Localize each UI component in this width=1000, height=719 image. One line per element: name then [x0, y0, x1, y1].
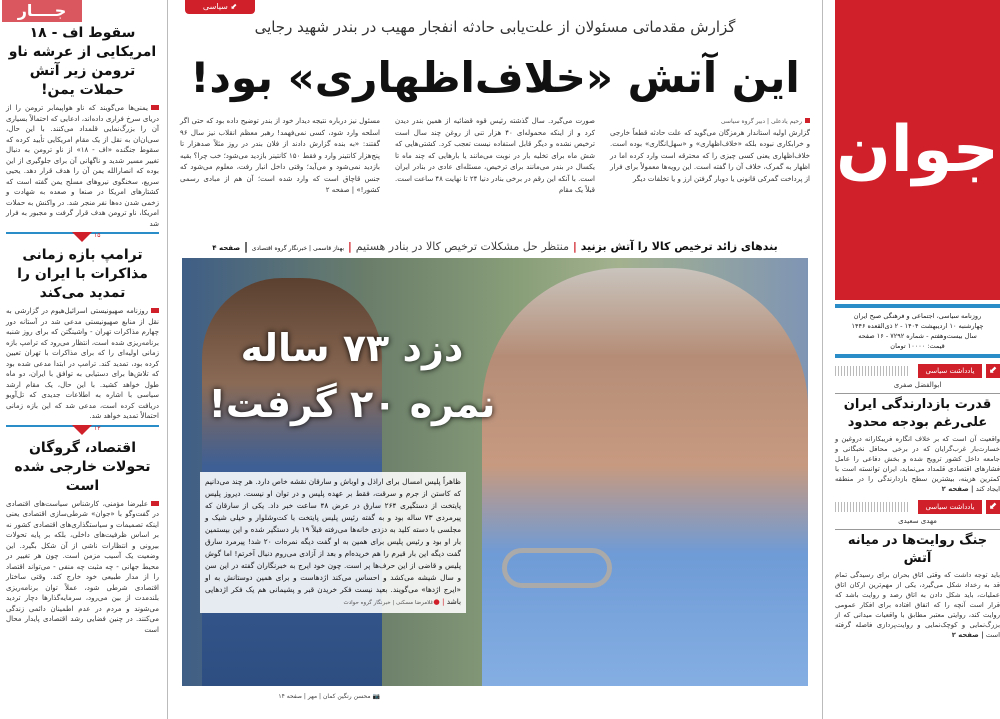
page-number: ۱۳ — [94, 424, 101, 432]
subhead-light: منتظر حل مشکلات ترخیص کالا در بنادر هستیم — [355, 240, 569, 253]
main-headline[interactable]: این آتش «خلاف‌اظهاری» بود! — [190, 53, 800, 102]
left-news-column — [0, 0, 165, 719]
bullet-icon — [151, 308, 159, 313]
photo-credit: 📷 محسن رنگین کمان | مهر | صفحه ۱۴ — [278, 693, 380, 700]
section-tag: ⬋ سیاسی — [185, 0, 255, 14]
bullet-icon — [151, 105, 159, 110]
note-body-text: باید توجه داشت که وقتی اتاق بحران برای رسیدگی تمام قد به رخداد شکل می‌گیرد، یکی از مهم‌ترین ارکان اتاق عملیات، باید شکل دادن به اتاق رصد و روایت باشد که قرار است آنچه را که اتفاق افتاده برای افکار عمومی روایت کند، روایتی معتبر مطابق با واقعیات میدانی که از بزرگ‌نمایی و کوچک‌نمایی و روایت‌پردازی فاصله گرفته است — [835, 571, 1000, 639]
subheadline[interactable]: بندهای زائد ترخیص کالا را آتش بزنید | منتظر حل مشکلات ترخیص کالا در بنادر هستیم | بهناز قاسمی | خبرنگار گروه اقتصادی | صفحه ۴ — [212, 240, 778, 253]
handcuffs — [502, 548, 612, 588]
accent-line — [835, 354, 1000, 358]
stripes — [835, 502, 910, 512]
story-body: روزنامه صهیونیستی اسرائیل‌هیوم در گزارشی به نقل از منابع صهیونیستی مدعی شد در آستانه دور چهارم مذاکرات تهران - واشینگتن که برای روز شنبه برنامه‌ریزی شده است، انتظار می‌رود که ترامپ بازه زمانی اولیه‌ای را که برای مذاکرات با تهران تعیین کرده بود، تمدید کند. ترامپ در ابتدا مدعی شده بود که تلاش‌ها برای دستیابی به توافق با ایران، دو ماه طول خواهد کشید. با این حال، یک مقام ارشد سیاسی با اشاره به اطلاعات جدیدی که تل‌آویو دریافت کرده است، مدعی شد که این بازه زمانی احتمالاً تمدید خواهد شد. — [6, 307, 159, 420]
note-author: مهدی سعیدی — [835, 514, 1000, 530]
left-story-2[interactable] — [6, 246, 159, 422]
arrow-icon: ⬋ — [986, 364, 1000, 378]
byline: غلامرضا مسکنی | خبرنگار گروه حوادث — [343, 600, 434, 606]
stamp-logo: جــــار — [2, 0, 82, 22]
note-tag: یادداشت سیاسی — [918, 364, 982, 378]
note-body: باید توجه داشت که وقتی اتاق بحران برای رسیدگی تمام قد به رخداد شکل می‌گیرد، یکی از مهم‌ترین ارکان اتاق عملیات، باید شکل دادن به اتاق رصد و روایت باشد که قرار است آنچه را که اتفاق افتاده برای افکار عمومی روایت کند، روایتی معتبر مطابق با واقعیات میدانی که از بزرگ‌نمایی و کوچک‌نمایی و روایت‌پردازی فاصله گرفته است | صفحه ۲ — [835, 571, 1000, 639]
section-tag-label: سیاسی — [202, 2, 228, 11]
story-title: اقتصاد، گروگان تحولات خارجی شده است — [14, 439, 151, 494]
lead-column-1 — [610, 116, 810, 185]
info-line: چهارشنبه ۱۰ اردیبهشت ۱۴۰۴ - ۲ ذی‌القعده ۱۴۴۶ — [851, 322, 984, 330]
note-tag: یادداشت سیاسی — [918, 500, 982, 514]
photo-story-body: ظاهراً پلیس امسال برای اراذل و اوباش و سارقان نقشه خاص دارد. هر چند می‌دانیم که کاستن از جرم و سرقت، فقط بر عهده پلیس و در توان او نیست. دیروز پلیس پایتخت از دستگیری ۲۶۴ سارق در عرض ۴۸ ساعت خبر داد. یکی از سارقان که پیرمردی ۷۳ ساله بود و به گفته رئیس پلیس پایتخت با کت‌وشلوار و خیلی شیک و مجلسی با دسته کلید به دزدی خانه‌ها می‌رفته قبلاً ۱۹ بار دستگیر شده و این بیستمین بار او بود و رئیس پلیس برای همین به او گفت دیگه نمره‌ات ۲۰ شد! پیرمرد سارق گفت دیگه این بار قبرم را هم خریده‌ام و بعد از آزادی می‌روم دنبال آخرتم! اما گوش پلیس و قاضی از این حرف‌ها پر است. چون خود ایرج به خبرنگاران گفته در این سن و سال شیشه می‌کشد و احساس می‌کند اژدهاست و برای همین دوستانش به او «ایرج اژدها» می‌گویند. بعید نیست فکر خریدن قبر و پشیمانی هم یک فکر اژدهایی باشد — [205, 477, 462, 606]
arrow-icon: ⬋ — [986, 500, 1000, 514]
masthead-logo: جوان — [835, 0, 1000, 300]
left-story-1[interactable] — [6, 24, 159, 229]
page-number: ۱۵ — [94, 232, 101, 239]
page-ref: صفحه ۴ — [212, 244, 241, 252]
column-text: گزارش اولیه استاندار هرمزگان می‌گوید که علت حادثه قطعاً خارجی و خرابکاری نبوده بلکه «خلاف‌اظهاری» و «سهل‌انگاری» بوده است. خلاف‌اظهاری یعنی کسی چیزی را که محترقه است وارد کرده اما در اظهار به گمرک، خلاف آن را گفته است. این رویه‌ها معمولاً برای فرار از پرداخت گمرکی قانونی یا دوبار گرفتن ارز و یا تخلفات دیگر — [610, 128, 810, 183]
photo-suspect — [482, 268, 808, 686]
photo-headline — [192, 320, 512, 432]
subhead-bold: بندهای زائد ترخیص کالا را آتش بزنید — [580, 240, 778, 253]
info-line: قیمت: ۱۰۰۰۰ تومان — [890, 342, 945, 350]
note-header — [835, 500, 1000, 514]
divider — [6, 425, 159, 439]
page-marker — [72, 425, 92, 435]
info-line: سال بیست‌وهفتم - شماره ۷۲۹۲ - ۱۶ صفحه — [858, 332, 977, 340]
column-rule — [822, 0, 823, 719]
note-author: ابوالفضل صفری — [835, 378, 1000, 394]
subhead-byline: بهناز قاسمی | خبرنگار گروه اقتصادی — [251, 245, 345, 252]
stripes — [835, 366, 910, 376]
lead-column-2: صورت می‌گیرد. سال گذشته رئیس قوه قضائیه از همین بندر دیدن کرد و از اینکه محموله‌ای ۴۰ هزار تنی از روغن چند سال است ترخیص نشده و دیگر قابل استفاده نیست تعجب کرد. کشتی‌هایی که شش ماه برای تخلیه بار در نوبت می‌مانند یا بارهایی که چند ماه تا یکسال در بندر می‌مانند برای ترخیص، مسئله‌ای عادی در بنادر ایران است. با آنکه این رقم در برخی بنادر دنیا ۲۴ تا نهایت ۴۸ ساعت است. قبلاً یک مقام — [395, 117, 595, 194]
story-title: ترامپ بازه زمانی مذاکرات با ایران را تمدید می‌کند — [17, 247, 148, 301]
byline-text: رحیم یادعلی | دبیر گروه سیاسی — [720, 118, 802, 125]
bullet-icon — [151, 501, 159, 506]
masthead-info — [835, 308, 1000, 354]
left-story-3[interactable] — [6, 439, 159, 636]
note-title[interactable]: قدرت بازدارندگی ایران علی‌رغم بودجه محدود — [843, 397, 992, 430]
lead-column-3: مسئول نیز درباره نتیجه دیدار خود از بندر توضیح داده بود که حتی اگر اسلحه وارد شود، کسی نمی‌فهمد! رهبر معظم انقلاب نیز سال ۹۶ گفتند: «به بنده گزارش دادند از فلان بندر در روز مثلاً صدهزار تا پنج‌هزار کانتینر وارد و فقط ۱۵۰ کانتینر بازدید می‌شود؛ خب چرا؟ بقیه بازدید نمی‌شود و می‌آید؛ وقتی داخل انبار رفت، معلوم می‌شود که جنس قاچاق است که وارد شده است؛ آن هم از مبادی رسمی کشور!» | صفحه ۲ — [180, 117, 380, 194]
story-title: سقوط اف - ۱۸ امریکایی از عرشه ناو ترومن زیر آتش حملات یمن! — [8, 25, 157, 98]
right-column — [835, 304, 1000, 640]
photo-text-box: ظاهراً پلیس امسال برای اراذل و اوباش و سارقان نقشه خاص دارد. هر چند می‌دانیم که کاستن از جرم و سرقت، فقط بر عهده پلیس و در توان او نیست. دیروز پلیس پایتخت از دستگیری ۲۶۴ سارق در عرض ۴۸ ساعت خبر داد. یکی از سارقان که پیرمردی ۷۳ ساله بود و به گفته رئیس پلیس پایتخت با کت‌وشلوار و خیلی شیک و مجلسی با دسته کلید به دزدی خانه‌ها می‌رفته قبلاً ۱۹ بار دستگیر شده و این بیستمین بار او بود و رئیس پلیس برای همین به او گفت دیگه نمره‌ات ۲۰ شد! پیرمرد سارق گفت دیگه این بار قبرم را هم خریده‌ام و بعد از آزادی می‌روم دنبال آخرتم! اما گوش پلیس و قاضی از این حرف‌ها پر است. چون خود ایرج به خبرنگاران گفته در این سن و سال شیشه می‌کشد و احساس می‌کند اژدهاست و برای همین دوستانش به او «ایرج اژدها» می‌گویند. بعید نیست فکر خریدن قبر و پشیمانی هم یک فکر اژدهایی باشد | ●غلامرضا مسکنی | خبرنگار گروه حوادث — [200, 472, 466, 613]
photo-title-line: دزد ۷۳ ساله — [240, 326, 464, 370]
kicker: گزارش مقدماتی مسئولان از علت‌یابی حادثه انفجار مهیب در بندر شهید رجایی — [254, 18, 736, 36]
note-body-text: واقعیت آن است که بر خلاف انگاره فریبکارانه دروغین و خسارت‌بار غرب‌گرایان که در برخی محافل نخبگانی و جامعه داخل کشور ترویج شده و بخش دفاعی را عامل فشارهای اقتصادی قلمداد می‌نماید، ایران توانسته است با کمترین هزینه، بیشترین سطح بازدارندگی را در منطقه ایجاد کند — [835, 435, 1000, 493]
column-rule — [167, 0, 168, 719]
photo-credit-text: محسن رنگین کمان | مهر | صفحه ۱۴ — [278, 693, 371, 700]
page-ref: صفحه ۲ — [951, 631, 979, 639]
story-body: یمنی‌ها می‌گویند که ناو هواپیمابر ترومن را از دریای سرخ فراری داده‌اند، ادعایی که احتمالاً بسیاری آن را بزرگ‌نمایی قلمداد می‌کنند. با این حال، سی‌ان‌ان به نقل از یک مقام امریکایی تأیید کرده که سقوط جنگنده «اف - ۱۸» از ناو ترومن به دنبال تغییر مسیر شدید و ناگهانی آن برای جلوگیری از این بوده که انصارالله یمن آن را هدف قرار دهد. یحیی سریع، سخنگوی نیروهای مسلح یمن گفته است که کشتارهای امریکا در صنعا و صعده به شهادت و زخمی شدن ده‌ها نفر منجر شد. در واکنش به حملات امریکا، ناو ترومن هدف قرار گرفت و مجبور به فرار شد — [6, 104, 159, 228]
byline — [610, 116, 810, 128]
divider — [6, 232, 159, 246]
story-body: علیرضا مؤمنی، کارشناس سیاست‌های اقتصادی در گفت‌وگو با «جوان» شرطی‌سازی اقتصادی یعنی اینکه تصمیمات و سیاستگذاری‌های اقتصادی کشور نه بر اساس ظرفیت‌های داخلی، بلکه بر پایه تحولات بیرونی و انتظارات ناشی از آن شکل بگیرد. این وضعیت یک آسیب مزمن است. چون هر تغییر در محیط جهانی - چه مثبت چه منفی - می‌تواند اقتصاد را از مدار طبیعی خود خارج کند. وقتی ساختار اقتصادی شرطی شود، عملاً توان برنامه‌ریزی بلندمدت از بین می‌رود، سرمایه‌گذارها دچار تردید می‌شوند و مردم در عدم اطمینان دائمی زندگی می‌کنند. در چنین فضایی رشد اقتصادی پایدار محال است — [6, 499, 159, 634]
photo-title-line: نمره ۲۰ گرفت! — [208, 382, 496, 426]
note-header — [835, 364, 1000, 378]
note-body: واقعیت آن است که بر خلاف انگاره فریبکارانه دروغین و خسارت‌بار غرب‌گرایان که در برخی محافل نخبگانی و جامعه داخل کشور ترویج شده و بخش دفاعی را عامل فشارهای اقتصادی قلمداد می‌نماید، ایران توانسته است با کمترین هزینه، بیشترین سطح بازدارندگی را در منطقه ایجاد کند | صفحه ۲ — [835, 435, 1000, 493]
note-title[interactable]: جنگ روایت‌ها در میانه آتش — [847, 533, 988, 566]
photo-story[interactable] — [182, 258, 808, 686]
page-marker — [72, 232, 92, 242]
info-line: روزنامه سیاسی، اجتماعی و فرهنگی صبح ایران — [853, 312, 982, 320]
lead-columns — [180, 116, 810, 234]
page-ref: صفحه ۲ — [941, 485, 969, 493]
